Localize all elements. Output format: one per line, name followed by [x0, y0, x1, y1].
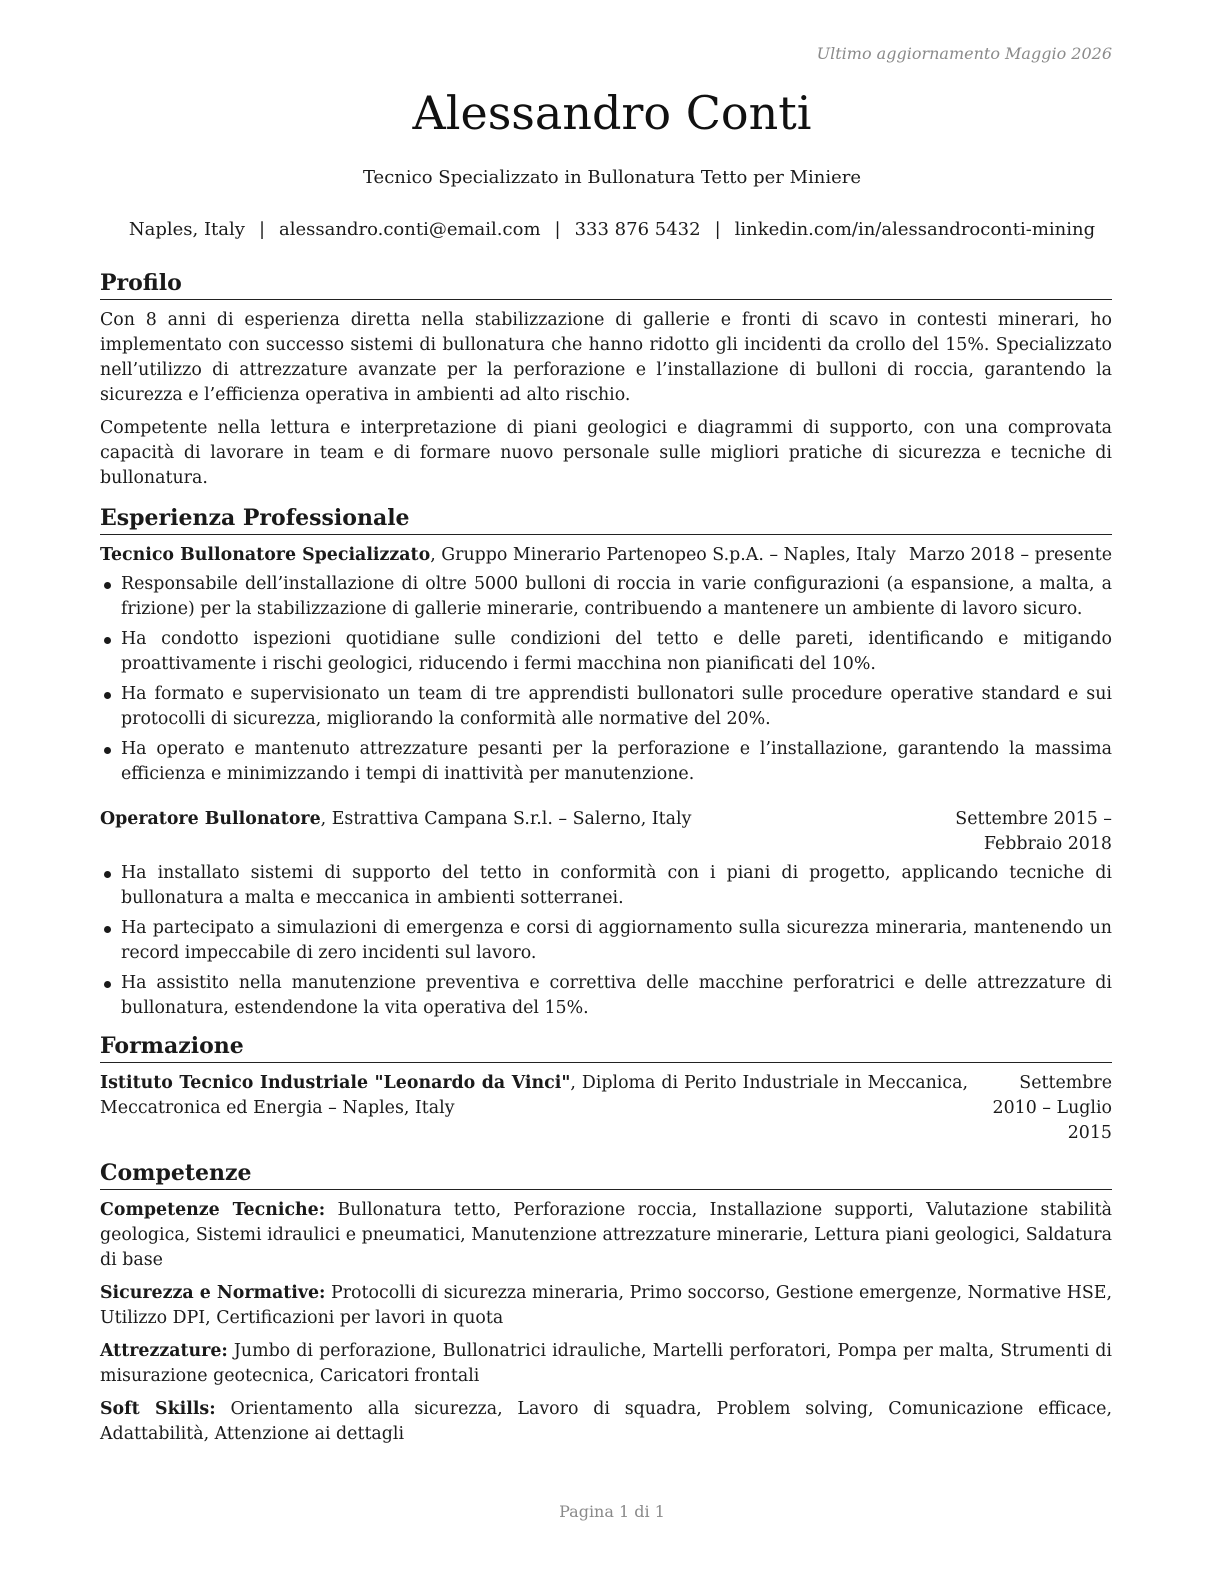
- bullet-text: Ha operato e mantenuto attrezzature pesanti per la perforazione e l’installazione, garantendo la massima efficienza e minimizzando i tempi di inattività per manutenzione.: [121, 739, 1112, 784]
- job-dates: Marzo 2018 – presente: [908, 545, 1112, 565]
- bullet-text: Ha installato sistemi di supporto del tetto in conformità con i piani di progetto, applicando tecniche di bullonatura a malta e meccanica in ambienti sotterranei.: [121, 863, 1112, 908]
- job-bullet-list: [100, 572, 1112, 787]
- skill-group-text: Jumbo di perforazione, Bullonatrici idrauliche, Martelli perforatori, Pompa per malta, Strumenti di misurazione geotecnica, Caricatori frontali: [100, 1341, 1112, 1386]
- list-item: [100, 916, 1112, 966]
- contact-separator: |: [714, 219, 721, 240]
- list-item: [100, 861, 1112, 911]
- bullet-text: Ha condotto ispezioni quotidiane sulle condizioni del tetto e delle pareti, identificando e mitigando proattivamente i rischi geologici, riducendo i fermi macchina non pianificati del 10%.: [121, 629, 1112, 674]
- job-dates: Settembre 2015 – Febbraio 2018: [955, 809, 1112, 854]
- job-company: , Estrattiva Campana S.r.l. – Salerno, Italy: [320, 809, 692, 829]
- contact-linkedin[interactable]: linkedin.com/in/alessandroconti-mining: [734, 219, 1096, 240]
- contact-separator: |: [258, 219, 266, 240]
- skill-group-label: Soft Skills:: [100, 1399, 216, 1419]
- list-item: [100, 737, 1112, 787]
- skill-group-label: Attrezzature:: [100, 1341, 228, 1361]
- list-item: [100, 971, 1112, 1021]
- skill-group-text: Protocolli di sicurezza mineraria, Primo soccorso, Gestione emergenze, Normative HSE, Utilizzo DPI, Certificazioni per lavori in quota: [100, 1283, 1112, 1328]
- job-role: Tecnico Bullonatore Specializzato: [100, 545, 431, 565]
- profile-paragraph: Con 8 anni di esperienza diretta nella stabilizzazione di gallerie e fronti di scavo in contesti minerari, ho implementato con successo sistemi di bullonatura che hanno ridotto gli incidenti da crollo del 15%. Specializzato nell’utilizzo di attrezzature avanzate per la perforazione e l’installazione di bulloni di roccia, garantendo la sicurezza e l’efficienza operativa in ambienti ad alto rischio.: [100, 310, 1112, 405]
- job-title-line: [100, 543, 909, 568]
- bullet-icon: [104, 981, 111, 988]
- job-header: [100, 543, 1112, 568]
- contact-location: Naples, Italy: [128, 219, 245, 240]
- section-heading-experience: Esperienza Professionale: [100, 503, 1112, 535]
- section-heading-profile: Profilo: [100, 268, 1112, 300]
- job-header: [100, 807, 1112, 857]
- list-item: [100, 682, 1112, 732]
- education-title-line: [100, 1071, 968, 1121]
- education-entry: [100, 1071, 1112, 1146]
- bullet-text: Ha formato e supervisionato un team di tre apprendisti bullonatori sulle procedure operative standard e sui protocolli di sicurezza, migliorando la conformità alle normative del 20%.: [121, 684, 1112, 729]
- skill-group: [100, 1281, 1112, 1331]
- job-title-line: [100, 807, 872, 832]
- skill-group: [100, 1198, 1112, 1273]
- bullet-icon: [104, 926, 111, 933]
- skill-group-text: Bullonatura tetto, Perforazione roccia, Installazione supporti, Valutazione stabilità geologica, Sistemi idraulici e pneumatici, Manutenzione attrezzature minerarie, Lettura piani geologici, Saldatura di base: [100, 1200, 1112, 1270]
- skill-group-text: Orientamento alla sicurezza, Lavoro di squadra, Problem solving, Comunicazione efficace, Adattabilità, Attenzione ai dettagli: [100, 1399, 1112, 1444]
- education-dates: Settembre 2010 – Luglio 2015: [992, 1073, 1112, 1143]
- candidate-title: Tecnico Specializzato in Bullonatura Tetto per Miniere: [362, 167, 862, 188]
- page-number: Pagina 1 di 1: [559, 1502, 665, 1521]
- list-item: [100, 627, 1112, 677]
- last-updated-note: Ultimo aggiornamento Maggio 2026: [816, 44, 1112, 63]
- section-heading-skills: Competenze: [100, 1158, 1112, 1190]
- bullet-text: Responsabile dell’installazione di oltre 5000 bulloni di roccia in varie configurazioni (a espansione, a malta, a frizione) per la stabilizzazione di gallerie minerarie, contribuendo a mantenere un ambiente di lavoro sicuro.: [121, 574, 1112, 619]
- contact-line: [0, 219, 1224, 240]
- job-company: , Gruppo Minerario Partenopeo S.p.A. – Naples, Italy: [430, 545, 896, 565]
- skill-group: [100, 1397, 1112, 1447]
- list-item: [100, 572, 1112, 622]
- bullet-icon: [104, 582, 111, 589]
- section-heading-education: Formazione: [100, 1031, 1112, 1063]
- contact-separator: |: [554, 219, 561, 240]
- bullet-text: Ha partecipato a simulazioni di emergenza e corsi di aggiornamento sulla sicurezza mineraria, mantenendo un record impeccabile di zero incidenti sul lavoro.: [121, 918, 1112, 963]
- skill-group: [100, 1339, 1112, 1389]
- bullet-text: Ha assistito nella manutenzione preventiva e correttiva delle macchine perforatrici e delle attrezzature di bullonatura, estendendone la vita operativa del 15%.: [121, 973, 1112, 1018]
- job-bullet-list: [100, 861, 1112, 1021]
- bullet-icon: [104, 637, 111, 644]
- candidate-name: Alessandro Conti: [412, 86, 812, 140]
- skill-group-label: Sicurezza e Normative:: [100, 1283, 326, 1303]
- bullet-icon: [104, 692, 111, 699]
- skill-group-label: Competenze Tecniche:: [100, 1200, 326, 1220]
- bullet-icon: [104, 871, 111, 878]
- contact-email[interactable]: alessandro.conti@email.com: [279, 219, 541, 240]
- education-school: Istituto Tecnico Industriale "Leonardo da Vinci": [100, 1073, 571, 1093]
- job-role: Operatore Bullonatore: [100, 809, 321, 829]
- education-details: , Diploma di Perito Industriale in Meccanica, Meccatronica ed Energia – Naples, Italy: [100, 1073, 968, 1118]
- resume-body: [100, 268, 1112, 1455]
- bullet-icon: [104, 747, 111, 754]
- contact-phone[interactable]: 333 876 5432: [574, 219, 701, 240]
- profile-paragraph: Competente nella lettura e interpretazione di piani geologici e diagrammi di supporto, con una comprovata capacità di lavorare in team e di formare nuovo personale sulle migliori pratiche di sicurezza e tecniche di bullonatura.: [100, 418, 1112, 488]
